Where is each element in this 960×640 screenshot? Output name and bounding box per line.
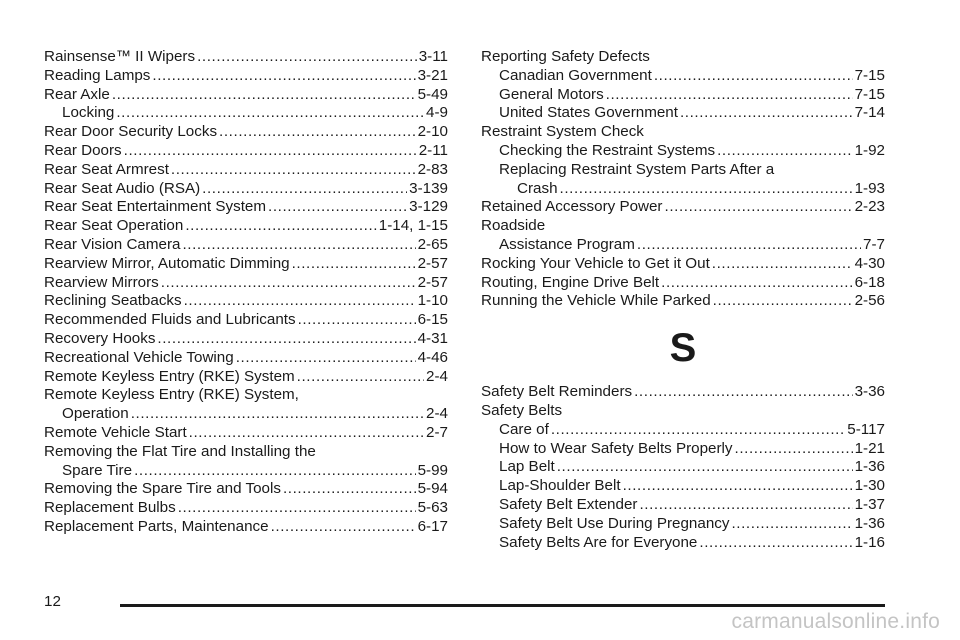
dot-leader bbox=[112, 86, 416, 105]
index-entry bbox=[44, 142, 448, 161]
section-letter: S bbox=[669, 326, 697, 371]
index-entry-page-ref: 4-9 bbox=[426, 104, 448, 122]
index-entry-page-ref: 1-14, 1-15 bbox=[378, 217, 448, 235]
index-entry bbox=[481, 477, 885, 496]
dot-leader bbox=[297, 368, 424, 387]
index-entry bbox=[481, 104, 885, 123]
index-entry-title: Rear Door Security Locks bbox=[44, 123, 218, 141]
index-column-left bbox=[44, 48, 448, 537]
index-entry bbox=[44, 311, 448, 330]
index-entry bbox=[481, 496, 885, 515]
index-entry-title: Canadian Government bbox=[499, 66, 652, 84]
index-entry-page-ref: 3-129 bbox=[409, 198, 448, 216]
index-entry-title: Checking the Restraint Systems bbox=[499, 141, 716, 159]
index-entry-page-ref: 3-21 bbox=[417, 66, 448, 84]
index-entry-continuation: Operation bbox=[62, 405, 129, 423]
dot-leader bbox=[557, 458, 853, 477]
page-number: 12 bbox=[44, 593, 61, 610]
index-entry-title: Safety Belt Use During Pregnancy bbox=[499, 514, 730, 532]
index-entry bbox=[481, 534, 885, 553]
index-entry-page-ref: 2-4 bbox=[426, 367, 448, 385]
index-entry-page-ref: 5-117 bbox=[847, 420, 885, 438]
index-entry-title: Replacement Bulbs bbox=[44, 499, 176, 517]
dot-leader bbox=[735, 440, 853, 459]
index-entry-title: Locking bbox=[62, 104, 115, 122]
dot-leader bbox=[271, 518, 416, 537]
index-entry-line bbox=[481, 142, 885, 161]
index-entry-title: Reclining Seatbacks bbox=[44, 292, 182, 310]
watermark: carmanualsonline.info bbox=[731, 610, 940, 633]
index-entry bbox=[481, 217, 885, 236]
index-entry-title: Rear Seat Audio (RSA) bbox=[44, 179, 201, 197]
footer-rule bbox=[120, 604, 885, 607]
index-entry bbox=[481, 198, 885, 217]
dot-leader bbox=[189, 424, 424, 443]
index-entry-line bbox=[481, 534, 885, 553]
dot-leader bbox=[197, 48, 417, 67]
index-entry-page-ref: 1-93 bbox=[854, 179, 885, 197]
index-entry-page-ref: 6-17 bbox=[417, 517, 448, 535]
dot-leader bbox=[131, 405, 424, 424]
index-entry-title: Routing, Engine Drive Belt bbox=[481, 273, 660, 291]
index-entry bbox=[481, 440, 885, 459]
index-entry-page-ref: 2-4 bbox=[426, 405, 448, 423]
index-entry-line bbox=[44, 311, 448, 330]
index-entry-line bbox=[481, 198, 885, 217]
dot-leader bbox=[184, 292, 416, 311]
index-entry bbox=[44, 292, 448, 311]
index-entry-line bbox=[44, 292, 448, 311]
index-entry-title: Rear Vision Camera bbox=[44, 235, 181, 253]
index-entry-page-ref: 2-57 bbox=[417, 273, 448, 291]
index-entry bbox=[481, 402, 885, 421]
index-entry-title: Lap Belt bbox=[499, 458, 555, 476]
index-entry-line bbox=[481, 440, 885, 459]
index-entry-title: Safety Belts bbox=[481, 401, 563, 419]
index-entry-page-ref: 7-15 bbox=[854, 66, 885, 84]
index-entry-page-ref: 7-15 bbox=[854, 85, 885, 103]
dot-leader bbox=[283, 480, 416, 499]
index-entry-title: Rear Axle bbox=[44, 85, 110, 103]
index-group-r bbox=[481, 48, 885, 311]
index-entry-title: United States Government bbox=[499, 104, 678, 122]
dot-leader bbox=[606, 86, 853, 105]
index-entry-line bbox=[481, 496, 885, 515]
index-entry-page-ref: 1-16 bbox=[854, 533, 885, 551]
index-entry-page-ref: 7-14 bbox=[854, 104, 885, 122]
index-entry bbox=[481, 236, 885, 255]
index-entry-title: Rear Seat Operation bbox=[44, 217, 184, 235]
dot-leader bbox=[623, 477, 853, 496]
index-entry-line bbox=[481, 180, 885, 199]
index-entry-line bbox=[481, 67, 885, 86]
index-entry-title: Recovery Hooks bbox=[44, 329, 156, 347]
index-entry bbox=[44, 480, 448, 499]
dot-leader bbox=[731, 515, 852, 534]
index-entry-title: Remote Vehicle Start bbox=[44, 423, 187, 441]
index-entry-line bbox=[44, 161, 448, 180]
index-entry bbox=[44, 255, 448, 274]
index-entry-line bbox=[481, 255, 885, 274]
dot-leader bbox=[717, 142, 853, 161]
index-entry bbox=[44, 123, 448, 142]
index-entry bbox=[44, 86, 448, 105]
dot-leader bbox=[551, 421, 845, 440]
index-entry-page-ref: 2-11 bbox=[418, 141, 448, 159]
index-entry-title: Roadside bbox=[481, 217, 546, 235]
index-entry bbox=[44, 161, 448, 180]
index-entry-title: Safety Belt Reminders bbox=[481, 383, 633, 401]
dot-leader bbox=[665, 198, 853, 217]
index-entry-line bbox=[44, 518, 448, 537]
index-entry-line bbox=[44, 274, 448, 293]
index-entry bbox=[44, 518, 448, 537]
index-entry bbox=[44, 386, 448, 424]
dot-leader bbox=[116, 104, 424, 123]
index-entry-title: How to Wear Safety Belts Properly bbox=[499, 439, 733, 457]
index-entry-page-ref: 2-7 bbox=[426, 423, 448, 441]
index-entry-line bbox=[481, 217, 885, 236]
index-entry-line bbox=[44, 180, 448, 199]
index-entry-line bbox=[481, 515, 885, 534]
index-entry-title: Reading Lamps bbox=[44, 66, 151, 84]
index-entry bbox=[44, 67, 448, 86]
index-entry bbox=[44, 217, 448, 236]
index-entry bbox=[481, 292, 885, 311]
index-entry-line bbox=[481, 402, 885, 421]
dot-leader bbox=[182, 236, 415, 255]
index-entry-title: Replacement Parts, Maintenance bbox=[44, 517, 269, 535]
index-entry-page-ref: 2-65 bbox=[417, 235, 448, 253]
index-entry-line bbox=[44, 462, 448, 481]
index-entry-page-ref: 2-83 bbox=[417, 160, 448, 178]
index-entry-line bbox=[481, 383, 885, 402]
index-entry-title: Lap-Shoulder Belt bbox=[499, 477, 621, 495]
index-entry-page-ref: 4-31 bbox=[417, 329, 448, 347]
index-entry-title: General Motors bbox=[499, 85, 604, 103]
index-entry-title: Replacing Restraint System Parts After a bbox=[499, 160, 775, 178]
index-entry-page-ref: 5-99 bbox=[417, 461, 448, 479]
index-column-right bbox=[481, 48, 885, 552]
index-entry-line bbox=[44, 48, 448, 67]
index-entry-page-ref: 2-57 bbox=[417, 254, 448, 272]
index-entry-line bbox=[481, 292, 885, 311]
dot-leader bbox=[661, 274, 852, 293]
index-entry bbox=[44, 48, 448, 67]
index-entry-title: Rainsense™ II Wipers bbox=[44, 48, 196, 65]
dot-leader bbox=[639, 496, 852, 515]
dot-leader bbox=[680, 104, 853, 123]
index-entry bbox=[44, 368, 448, 387]
index-entry-line bbox=[44, 330, 448, 349]
index-entry-page-ref: 6-18 bbox=[854, 273, 885, 291]
dot-leader bbox=[157, 330, 415, 349]
index-entry bbox=[44, 198, 448, 217]
index-entry-title: Remote Keyless Entry (RKE) System, bbox=[44, 386, 299, 404]
index-entry-title: Recreational Vehicle Towing bbox=[44, 348, 234, 366]
index-entry bbox=[481, 421, 885, 440]
index-group-s bbox=[481, 383, 885, 552]
index-entry-title: Safety Belts Are for Everyone bbox=[499, 533, 698, 551]
index-entry-line bbox=[44, 255, 448, 274]
index-entry-page-ref: 1-21 bbox=[854, 439, 885, 457]
index-entry bbox=[481, 67, 885, 86]
index-entry-title: Care of bbox=[499, 420, 549, 438]
dot-leader bbox=[236, 349, 416, 368]
dot-leader bbox=[161, 274, 416, 293]
index-entry-line bbox=[44, 67, 448, 86]
index-entry bbox=[44, 104, 448, 123]
dot-leader bbox=[292, 255, 416, 274]
index-entry bbox=[481, 161, 885, 199]
index-entry-page-ref: 1-36 bbox=[854, 458, 885, 476]
index-entry-line bbox=[44, 480, 448, 499]
index-entry-line bbox=[481, 161, 885, 180]
index-entry-line bbox=[481, 274, 885, 293]
index-entry-title: Retained Accessory Power bbox=[481, 198, 663, 216]
index-entry-page-ref: 5-94 bbox=[417, 480, 448, 498]
dot-leader bbox=[712, 255, 853, 274]
index-entry bbox=[44, 330, 448, 349]
index-entry-line bbox=[44, 349, 448, 368]
index-entry bbox=[44, 236, 448, 255]
index-entry-line bbox=[44, 123, 448, 142]
index-entry-page-ref: 2-56 bbox=[854, 292, 885, 310]
index-entry-title: Running the Vehicle While Parked bbox=[481, 292, 711, 310]
index-entry-page-ref: 7-7 bbox=[863, 235, 885, 253]
index-entry-line bbox=[44, 405, 448, 424]
index-entry-page-ref: 3-139 bbox=[409, 179, 448, 197]
index-entry-title: Rear Seat Entertainment System bbox=[44, 198, 267, 216]
index-entry bbox=[481, 142, 885, 161]
index-entry-line bbox=[44, 386, 448, 405]
index-entry-line bbox=[481, 236, 885, 255]
index-entry-line bbox=[481, 477, 885, 496]
index-entry-line bbox=[44, 86, 448, 105]
dot-leader bbox=[713, 292, 853, 311]
dot-leader bbox=[178, 499, 416, 518]
index-entry-line bbox=[44, 198, 448, 217]
index-entry bbox=[44, 349, 448, 368]
index-entry-line bbox=[44, 104, 448, 123]
index-entry-title: Rearview Mirror, Automatic Dimming bbox=[44, 254, 290, 272]
index-entry-continuation: Spare Tire bbox=[62, 461, 133, 479]
index-entry-line bbox=[44, 499, 448, 518]
index-entry bbox=[44, 443, 448, 481]
index-entry-page-ref: 3-36 bbox=[854, 383, 885, 401]
index-entry-title: Rocking Your Vehicle to Get it Out bbox=[481, 254, 710, 272]
dot-leader bbox=[185, 217, 376, 236]
index-entry-page-ref: 1-10 bbox=[417, 292, 448, 310]
index-entry-line bbox=[481, 123, 885, 142]
dot-leader bbox=[634, 383, 852, 402]
index-entry bbox=[481, 123, 885, 142]
dot-leader bbox=[268, 198, 407, 217]
index-entry-line bbox=[44, 236, 448, 255]
index-entry-line bbox=[481, 458, 885, 477]
index-entry-page-ref: 1-37 bbox=[854, 495, 885, 513]
dot-leader bbox=[202, 180, 407, 199]
index-entry-continuation: Crash bbox=[517, 179, 558, 197]
index-entry-title: Restraint System Check bbox=[481, 123, 644, 141]
index-entry-title: Removing the Spare Tire and Tools bbox=[44, 480, 281, 498]
index-entry-line bbox=[481, 421, 885, 440]
index-entry bbox=[481, 383, 885, 402]
index-entry bbox=[481, 86, 885, 105]
dot-leader bbox=[654, 67, 853, 86]
index-entry bbox=[481, 274, 885, 293]
dot-leader bbox=[134, 462, 416, 481]
index-entry-line bbox=[44, 217, 448, 236]
index-entry-page-ref: 1-30 bbox=[854, 477, 885, 495]
index-entry-line bbox=[44, 368, 448, 387]
index-entry-title: Rear Doors bbox=[44, 141, 122, 159]
index-entry-page-ref: 4-30 bbox=[854, 254, 885, 272]
index-entry-title: Rearview Mirrors bbox=[44, 273, 159, 291]
index-entry bbox=[44, 274, 448, 293]
index-entry bbox=[44, 424, 448, 443]
index-entry bbox=[44, 499, 448, 518]
index-entry-title: Removing the Flat Tire and Installing the bbox=[44, 442, 316, 460]
index-entry bbox=[481, 515, 885, 534]
index-entry-page-ref: 2-23 bbox=[854, 198, 885, 216]
index-entry-page-ref: 1-36 bbox=[854, 514, 885, 532]
index-entry-line bbox=[44, 424, 448, 443]
index-entry-line bbox=[481, 48, 885, 67]
index-entry-page-ref: 1-92 bbox=[854, 141, 885, 159]
index-entry-line bbox=[44, 142, 448, 161]
dot-leader bbox=[560, 180, 853, 199]
dot-leader bbox=[124, 142, 417, 161]
index-entry bbox=[481, 458, 885, 477]
dot-leader bbox=[219, 123, 416, 142]
index-entry-page-ref: 4-46 bbox=[417, 348, 448, 366]
index-entry-title: Safety Belt Extender bbox=[499, 495, 638, 513]
index-entry bbox=[44, 180, 448, 199]
index-entry-page-ref: 5-63 bbox=[417, 499, 448, 517]
index-entry-page-ref: 2-10 bbox=[417, 123, 448, 141]
dot-leader bbox=[152, 67, 415, 86]
dot-leader bbox=[637, 236, 861, 255]
index-entry bbox=[481, 255, 885, 274]
index-entry-line bbox=[481, 104, 885, 123]
index-entry-page-ref: 5-49 bbox=[417, 85, 448, 103]
index-entry-title: Assistance Program bbox=[499, 235, 635, 253]
index-entry-page-ref: 3-11 bbox=[418, 48, 448, 65]
dot-leader bbox=[699, 534, 852, 553]
index-entry-title: Reporting Safety Defects bbox=[481, 48, 650, 65]
dot-leader bbox=[298, 311, 416, 330]
index-entry-page-ref: 6-15 bbox=[417, 311, 448, 329]
index-entry-title: Remote Keyless Entry (RKE) System bbox=[44, 367, 295, 385]
index-entry-line bbox=[481, 86, 885, 105]
index-entry-line bbox=[44, 443, 448, 462]
dot-leader bbox=[171, 161, 416, 180]
index-entry-title: Recommended Fluids and Lubricants bbox=[44, 311, 296, 329]
index-entry bbox=[481, 48, 885, 67]
index-entry-title: Rear Seat Armrest bbox=[44, 160, 169, 178]
